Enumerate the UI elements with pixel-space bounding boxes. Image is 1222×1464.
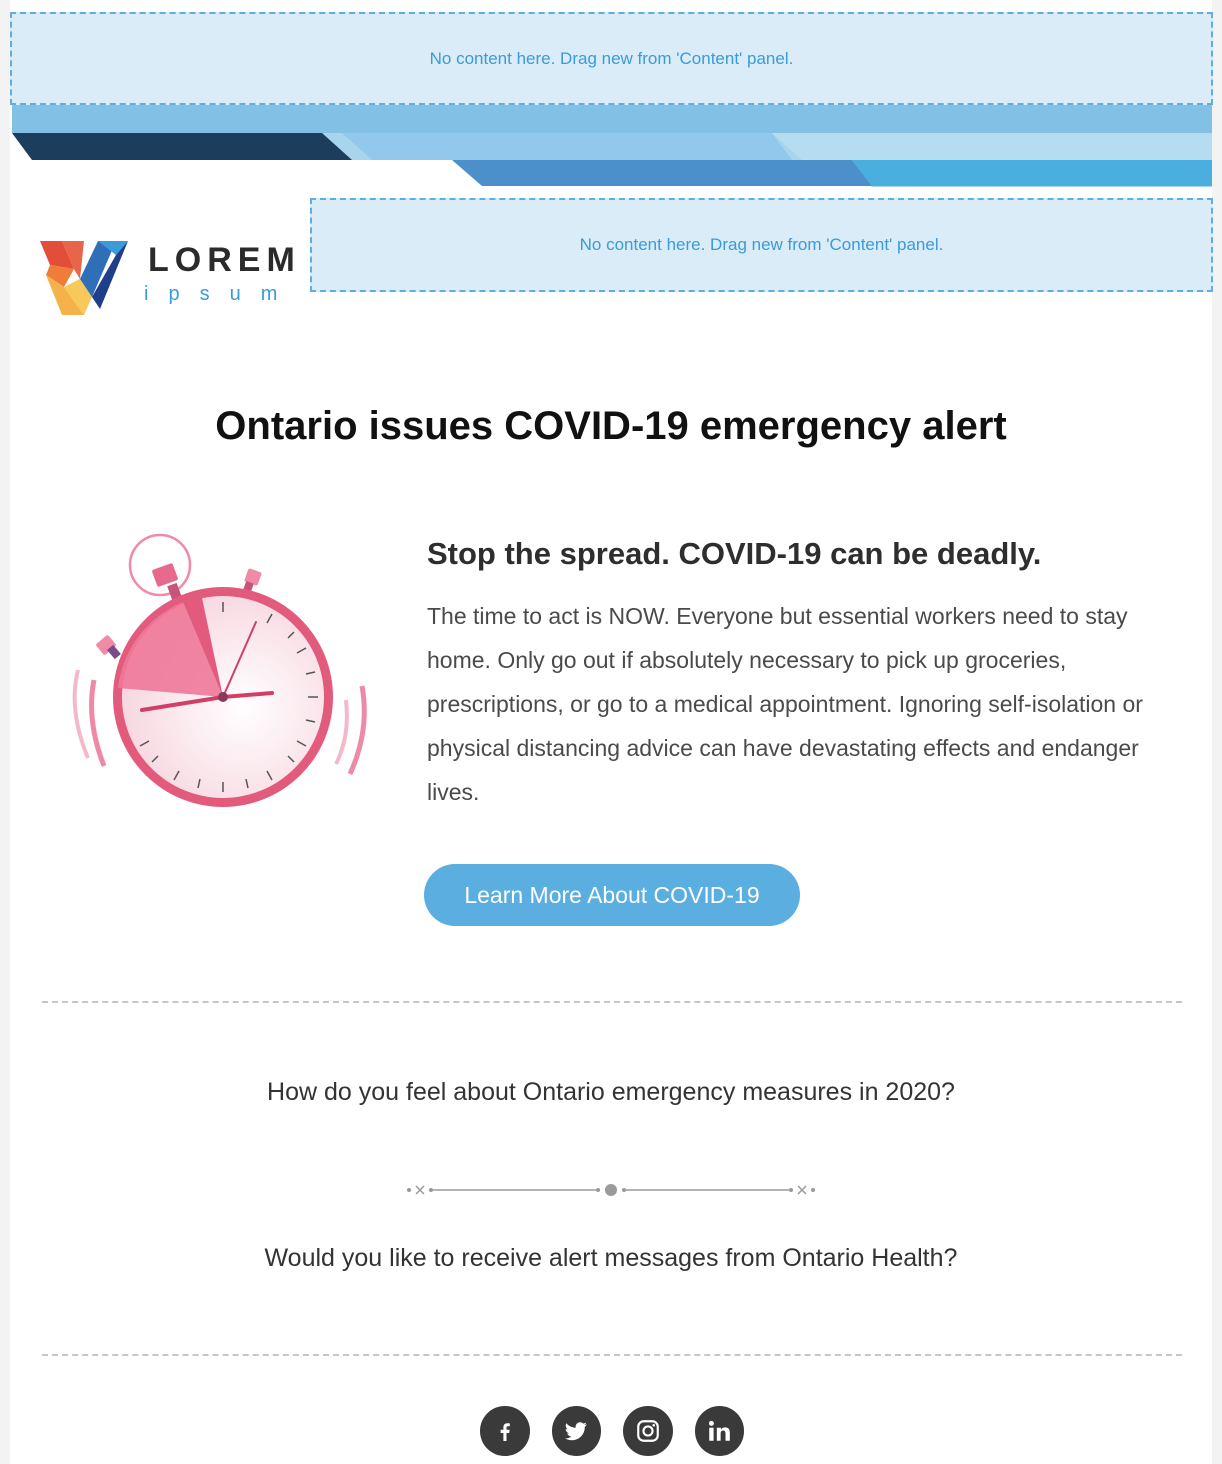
facebook-icon: [493, 1419, 517, 1443]
ornament-divider-icon: [400, 1178, 822, 1202]
placeholder-text: No content here. Drag new from 'Content' panel.: [429, 48, 794, 68]
empty-content-placeholder-top[interactable]: [10, 12, 1213, 105]
brand-logo: [40, 233, 301, 318]
placeholder-text: No content here. Drag new from 'Content' panel.: [579, 235, 944, 254]
social-links: [480, 1406, 744, 1458]
header-banner-graphic: [12, 105, 1212, 187]
section-divider: [42, 1001, 1182, 1003]
stopwatch-icon: [60, 530, 380, 820]
content-body: The time to act is NOW. Everyone but essential workers need to stay home. Only go out if absolutely necessary to pick up groceries, prescriptions, or go to a medical appointment. Ignoring self-isolation or physical distancing advice can have devastating effects and endanger lives.: [427, 603, 1143, 805]
section-divider: [42, 1354, 1182, 1356]
empty-content-placeholder-header[interactable]: [310, 198, 1213, 292]
twitter-icon: [563, 1418, 589, 1444]
content-heading: Stop the spread. COVID-19 can be deadly.: [427, 536, 1042, 571]
page-title: Ontario issues COVID-19 emergency alert: [215, 404, 1007, 448]
survey-question-measures: How do you feel about Ontario emergency measures in 2020?: [267, 1078, 955, 1106]
logo-subtext: ipsum: [144, 283, 298, 305]
twitter-link[interactable]: [552, 1406, 602, 1456]
learn-more-button[interactable]: Learn More About COVID-19: [424, 864, 800, 926]
survey-question-alerts: Would you like to receive alert messages from Ontario Health?: [264, 1244, 958, 1272]
logo-mark-icon: [40, 235, 132, 317]
logo-wordmark: LOREM: [148, 241, 301, 279]
linkedin-icon: [706, 1418, 732, 1444]
instagram-icon: [635, 1418, 661, 1444]
instagram-link[interactable]: [623, 1406, 673, 1456]
facebook-link[interactable]: [480, 1406, 530, 1456]
linkedin-link[interactable]: [695, 1406, 745, 1456]
